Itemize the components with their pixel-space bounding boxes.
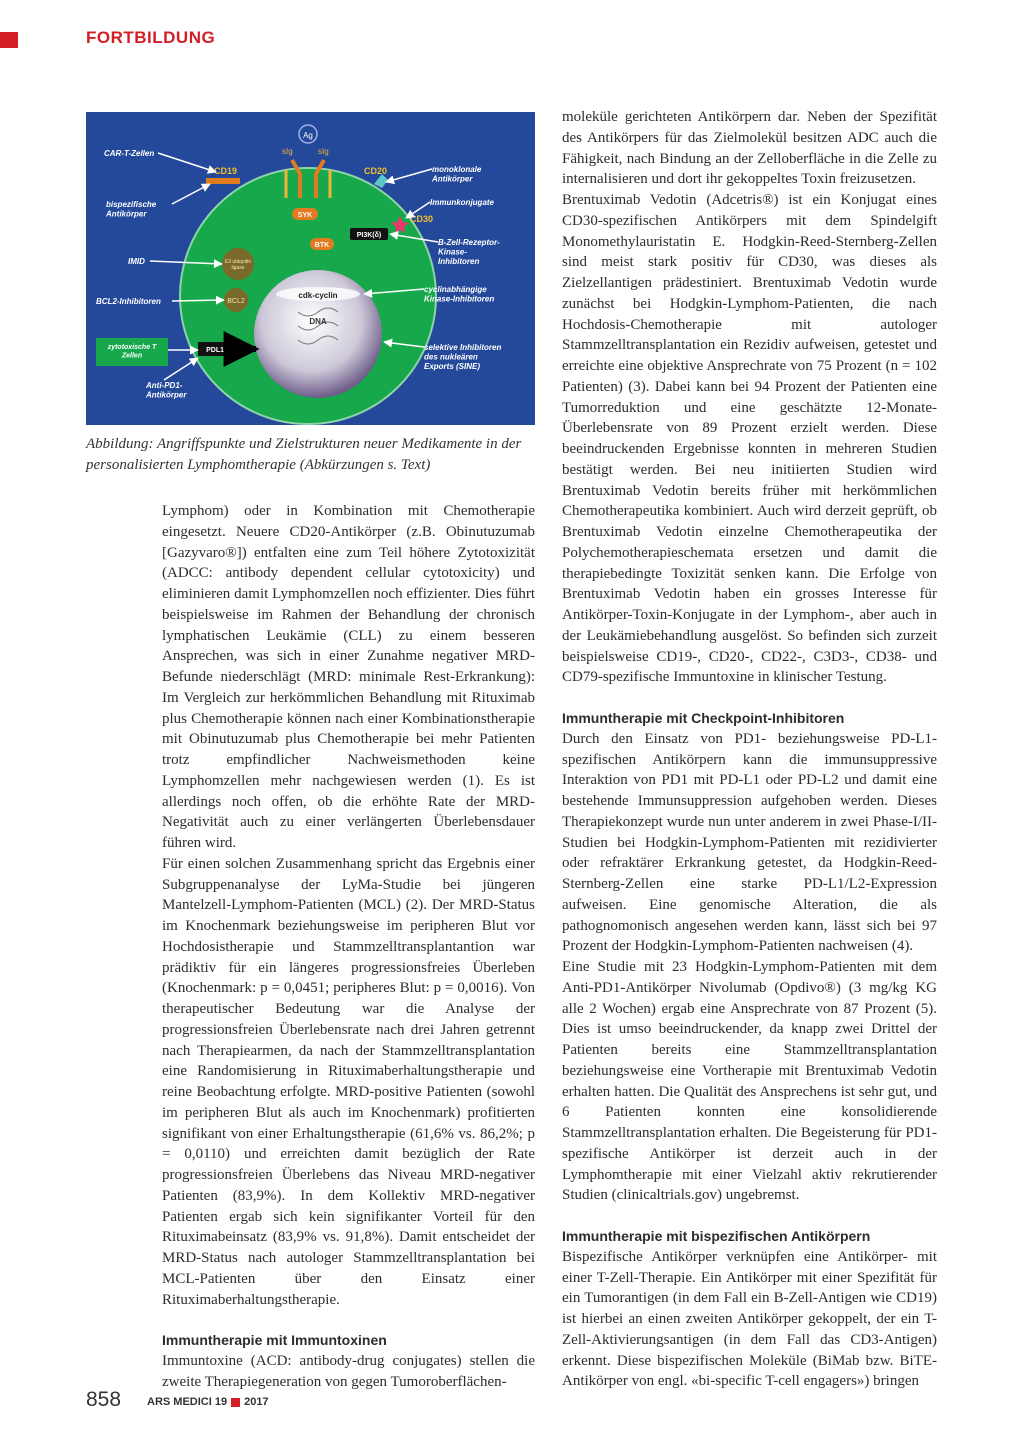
body-paragraph: Für einen solchen Zusammenhang spricht das Ergebnis einer Subgruppenanalyse der LyMa-Studie bei jüngeren Mantelzell-Lymphom-Patienten (MCL) (2). Der MRD-Status im Knochenmark beziehungsweise im peripheren Blut vor Hochdosistherapie und Stammzelltransplantantion war prädiktiv für ein längeres progressionsfreies Überleben (Knochenmark: p = 0,0451; peripheres Blut: p = 0,0016). Von therapeutischer Bedeutung war die Analyse der progressionsfreien Überlebensrate nach drei Jahren getrennt nach Therapiearmen, da nach der Stammzelltransplantation eine Randomisierung in Rituximaberhaltungstherapie und reine Beobachtung erfolgte. MRD-positive Patienten (sowohl im peripheren Blut als auch im Knochenmark) profitierten signifikant von einer Erhaltungstherapie (61,6% vs. 86,2%; p = 0,0110) und erreichten damit bezüglich der Rate progressionsfreien Überlebens das Niveau MRD-negativer Patienten (83,9%). In dem Kollektiv MRD-negativer Patienten ergab sich kein signifikanter Vorteil für den Rituximabeinsatz (83,9% vs. 91,8%). Damit entscheidet der MRD-Status nach autologer Stammzelltransplantation bei MCL-Patienten über den Einsatz einer Rituximaberhaltungstherapie. xyxy=(162,855,535,1308)
cd30-label: CD30 xyxy=(410,214,434,224)
cytotoxic-t-label: zytotoxische T Zellen xyxy=(107,344,157,360)
syk-label: SYK xyxy=(297,212,313,219)
footer-journal xyxy=(147,1396,269,1408)
footer-square-icon xyxy=(231,1398,240,1407)
cdk-inhibitor-label: cyclinabhängige Kinase-Inhibitoren xyxy=(424,285,495,304)
antibody-icon xyxy=(374,174,388,188)
dna-label: DNA xyxy=(309,317,327,326)
car-t-label: CAR-T-Zellen xyxy=(104,149,155,158)
figure-diagram xyxy=(86,112,535,425)
ag-label: Ag xyxy=(303,131,313,140)
section-title: FORTBILDUNG xyxy=(86,28,216,47)
e3-ligase-label: E3 ubiquitin ligase xyxy=(224,259,252,271)
pi3k-label: PI3K(δ) xyxy=(356,232,382,239)
cdk-cyclin-label: cdk-cyclin xyxy=(298,291,338,300)
bcl2-inhibitor-label: BCL2-Inhibitoren xyxy=(96,297,161,306)
cd19-label: CD19 xyxy=(214,166,238,176)
bispecific-label: bispezifische Antikörper xyxy=(106,200,157,219)
figure-caption: Abbildung: Angriffspunkte und Zielstrukturen neuer Medikamente in der personalisierten Lymphomtherapie (Abkürzungen s. Text) xyxy=(86,436,522,473)
btk-label: BTK xyxy=(314,242,330,249)
body-paragraph: Eine Studie mit 23 Hodgkin-Lymphom-Patienten mit dem Anti-PD1-Antikörper Nivolumab (Opdivo®) (3 mg/kg KG alle 2 Wochen) ergab eine Ansprechrate von 87 Prozent (5). Dies ist umso beeindruckender, da knapp zwei Drittel der Patienten bereits eine Stammzelltransplantation beziehungsweise eine Vortherapie mit Brentuximab Vedotin erhalten hatten. Die Qualität des Ansprechens ist sehr gut, und 6 Patienten konnten eine konsolidierende Stammzelltransplantation erhalten. Die Begeisterung für PD1-spezifische Antikörper ist derzeit auch in der Lymphomtherapie mit einer Vielzahl aktiv rekrutierender Studien (clinicaltrials.gov) ungebremst. xyxy=(562,959,937,1204)
body-paragraph: Brentuximab Vedotin (Adcetris®) ist ein Konjugat eines CD30-spezifischen Antikörpers mit dem Spindelgift Monomethylauristatin E. Hodgkin-Reed-Sternberg-Zellen sind meist stark positiv für CD30, was dieses als Zielzellantigen prädestiniert. Brentuximab Vedotin wurde zunächst bei Hodgkin-Lymphom-Patienten, die nach Hochdosis-Chemotherapie mit autologer Stammzelltransplantation ein Rezidiv aufweisen, getestet und erreichte eine objektive Ansprechrate von 75 Prozent (n = 102 Patienten) (3). Dabei kann bei 94 Prozent der Patienten eine Tumorreduktion und eine geschätzte 12-Monate-Überlebensrate von 89 Prozent erzielt werden. Diese beeindruckenden Ergebnisse konnten in mehreren Studien bestätigt werden. Bei neu initiierten Studien wird Brentuximab Vedotin bereits früher mit herkömmlichen Chemotherapeutika kombiniert. Auch wird derzeit geprüft, ob Brentuximab Vedotin einzelne Chemotherapeutika der Polychemotherapieschemata ersetzen und damit die therapiebedingte Toxizität senken kann. Die Erfolge von Brentuximab Vedotin haben ein grosses Interesse für Antikörper-Toxin-Konjugate in der Lymphom-, aber auch in der Leukämiebehandlung ausgelöst. So befinden sich zurzeit beispielsweise CD19-, CD20-, CD22-, C3D3-, CD38- und CD79-spezifische Immuntoxine in klinischer Testung. xyxy=(562,192,937,686)
body-paragraph: moleküle gerichteten Antikörpern dar. Neben der Spezifität des Antikörpers für das Zielmolekül besitzen ADC auch die Fähigkeit, nach Bindung an der Zelloberfläche in die Zelle zu internalisieren und dort ihr gekoppeltes Toxin freizusetzen. xyxy=(562,109,937,188)
bcr-kinase-label: B-Zell-Rezeptor-Kinase-Inhibitoren xyxy=(438,238,500,267)
imid-label: IMID xyxy=(128,257,145,266)
sig-label-2: sIg xyxy=(318,147,329,156)
body-paragraph: Lymphom) oder in Kombination mit Chemotherapie eingesetzt. Neuere CD20-Antikörper (z.B. Obinutuzumab [Gazyvaro®]) entfalten eine zum Teil höhere Zytotoxizität (ADCC: antibody dependent cellular cytotoxicity) und eliminieren damit Lymphomzellen noch effizienter. Dies führt beispielsweise im Rahmen der Behandlung der chronisch lymphatischen Leukämie (CLL) zu einem besseren Ansprechen, was sich in einer Zunahme negativer MRD-Befunde niederschlägt (MRD: minimale Rest-Erkrankung): Im Vergleich zur herkömmlichen Behandlung mit Rituximab plus Chemotherapie können nach einer Kombinationstherapie mit Obinutuzumab plus Chemotherapie bei mehr Patienten trotz empfindlicher Nachweismethoden keine Lymphomzellen mehr nachgewiesen werden (1). Es ist allerdings noch offen, ob die erhöhte Rate der MRD-Negativität auch zu einer verlängerten Überlebensdauer führen wird. xyxy=(162,503,535,851)
body-paragraph: Durch den Einsatz von PD1- beziehungsweise PD-L1-spezifischen Antikörpern kann die immunsuppressive Interaktion von PD1 mit PD-L1 oder PD-L2 und damit eine bestehende Immunsuppression aufgehoben werden. Dieses Therapiekonzept wurde nun unter anderem in zwei Phase-I/II-Studien bei Hodgkin-Lymphom-Patienten mit rezidivierter oder refraktärer Erkrankung getestet, da Hodgkin-Reed-Sternberg-Zellen eine starke PD-L1/L2-Expression aufweisen. Eine genomische Alteration, die als pathognomonisch angesehen werden kann, lässt sich bei 97 Prozent der Hodgkin-Lymphom-Patienten nachweisen (4). xyxy=(562,730,937,955)
sig-label-1: sIg xyxy=(282,147,293,156)
body-paragraph: Immuntoxine (ACD: antibody-drug conjugates) stellen die zweite Therapiegeneration von gegen Tumoroberflächen- xyxy=(162,1353,535,1390)
right-column xyxy=(562,107,937,1392)
body-paragraph: Bispezifische Antikörper verknüpfen eine Antikörper- mit einer T-Zell-Therapie. Ein Antikörper mit einer Spezifität für ein Tumorantigen (in dem Fall ein B-Zell-Antigen wie CD19) ist hierbei an einen zweiten Antikörper gekoppelt, der ein T-Zell-Aktivierungsantigen (in dem Fall das CD3-Antigen) erkennt. Diese bispezifischen Moleküle (BiMab bzw. BiTE-Antikörper von engl. «bi-specific T-cell engagers») bringen xyxy=(562,1248,937,1390)
heading-immuntoxine: Immuntherapie mit Immuntoxinen xyxy=(162,1332,387,1349)
anti-pd1-label: Anti-PD1-Antikörper xyxy=(146,381,187,400)
heading-checkpoint: Immuntherapie mit Checkpoint-Inhibitoren xyxy=(562,710,845,726)
section-marker xyxy=(0,32,18,48)
left-column xyxy=(162,501,535,1393)
sine-label: selektive Inhibitoren des nukleären Exports (SINE) xyxy=(424,343,502,372)
cd20-label: CD20 xyxy=(364,166,388,176)
heading-bispecific: Immuntherapie mit bispezifischen Antikörpern xyxy=(562,1228,871,1244)
journal-year: 2017 xyxy=(244,1396,269,1408)
journal-name: ARS MEDICI 19 xyxy=(147,1396,228,1408)
monoclonal-label: monoklonale Antikörper xyxy=(432,165,482,184)
page-number: 858 xyxy=(86,1388,122,1411)
pdl-label: PDL1/2 xyxy=(206,347,230,354)
bcl2-label: BCL2 xyxy=(227,298,245,305)
immunoconjugate-label: Immunkonjugate xyxy=(430,198,495,207)
